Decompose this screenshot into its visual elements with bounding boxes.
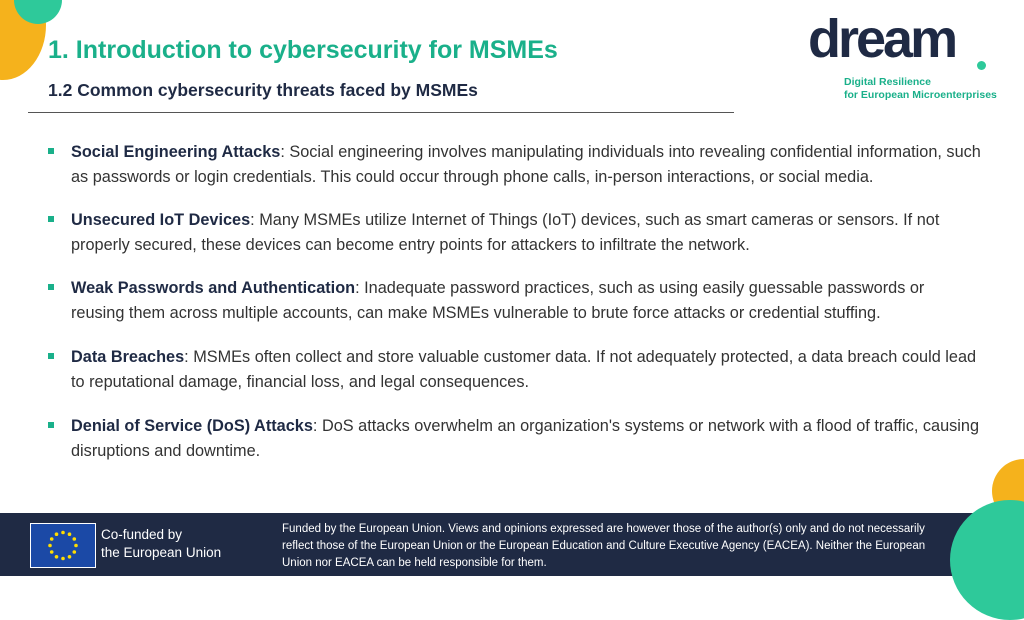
- bullet-square-icon: [48, 353, 54, 359]
- threat-item-dos-attacks: [46, 414, 981, 464]
- dream-logo: [808, 9, 997, 104]
- page-title: 1. Introduction to cybersecurity for MSMEs: [48, 36, 558, 64]
- bullet-square-icon: [48, 148, 54, 154]
- cofunded-line1: Co-funded by: [101, 527, 183, 542]
- logo-dot: [977, 61, 986, 70]
- eu-disclaimer: Funded by the European Union. Views and opinions expressed are however those of the author(s) only and do not necessarily reflect those of the European Union or the European Education and Culture Executive Agency (EACEA). Neither the European Union nor EACEA can be held responsible for them.: [282, 523, 926, 569]
- threat-term: Unsecured IoT Devices: [71, 211, 251, 229]
- threat-item-iot-devices: [46, 208, 981, 258]
- header-divider: [28, 112, 734, 113]
- cofunded-line2: the European Union: [101, 545, 222, 560]
- threat-item-social-engineering: [46, 140, 981, 190]
- threat-term: Data Breaches: [71, 348, 185, 366]
- threats-list: [46, 140, 981, 464]
- eu-stars: [31, 524, 95, 567]
- bullet-square-icon: [48, 284, 54, 290]
- threat-description: : MSMEs often collect and store valuable customer data. If not adequately protected, a data breach could lead to reputational damage, financial loss, and legal consequences.: [71, 348, 977, 391]
- threat-term: Weak Passwords and Authentication: [71, 279, 356, 297]
- page-subtitle: 1.2 Common cybersecurity threats faced by MSMEs: [48, 80, 478, 100]
- footer-bar: [0, 513, 1024, 576]
- logo-tagline-line1: Digital Resilience: [844, 76, 931, 88]
- threat-description: : Social engineering involves manipulating individuals into revealing confidential information, such as passwords or login credentials. This could occur through phone calls, in-person interactions, or social media.: [71, 143, 981, 186]
- threat-term: Social Engineering Attacks: [71, 143, 281, 161]
- threat-item-weak-passwords: [46, 276, 981, 326]
- threat-description: : Inadequate password practices, such as using easily guessable passwords or reusing them across multiple accounts, can make MSMEs vulnerable to brute force attacks or credential stuffing.: [71, 279, 925, 322]
- threat-description: : DoS attacks overwhelm an organization's systems or network with a flood of traffic, causing disruptions and downtime.: [71, 417, 980, 460]
- threat-description: : Many MSMEs utilize Internet of Things (IoT) devices, such as smart cameras or sensors. If not properly secured, these devices can become entry points for attackers to infiltrate the network.: [71, 211, 940, 254]
- bullet-square-icon: [48, 422, 54, 428]
- cofunded-label: [101, 526, 221, 562]
- logo-wordmark: dream: [808, 9, 956, 69]
- bullet-square-icon: [48, 216, 54, 222]
- threat-item-data-breaches: [46, 345, 981, 395]
- logo-tagline-line2: for European Microenterprises: [844, 89, 997, 101]
- threat-term: Denial of Service (DoS) Attacks: [71, 417, 313, 435]
- eu-flag-icon: [31, 524, 95, 567]
